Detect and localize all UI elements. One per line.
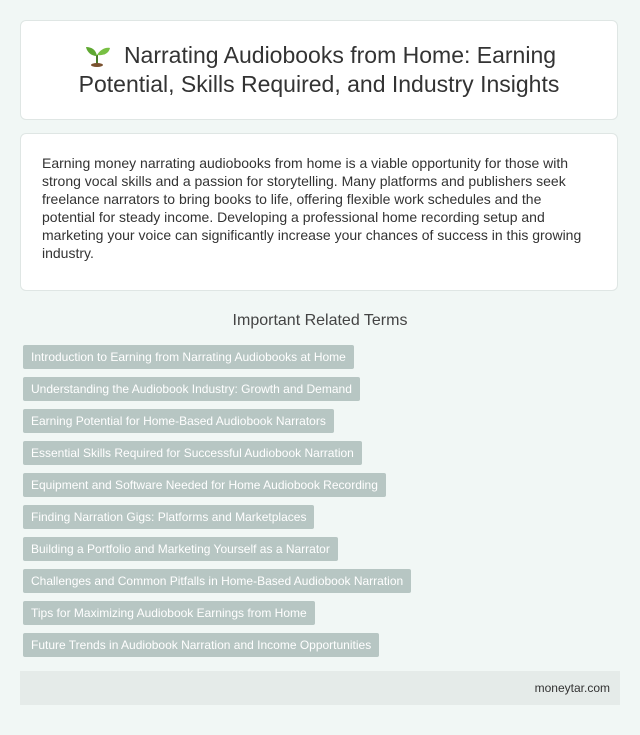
related-term[interactable]: Essential Skills Required for Successful Audiobook Narration <box>23 441 362 465</box>
related-term[interactable]: Earning Potential for Home-Based Audiobook Narrators <box>23 409 334 433</box>
footer <box>20 671 620 705</box>
footer-site[interactable]: moneytar.com <box>534 681 610 695</box>
related-term[interactable]: Introduction to Earning from Narrating Audiobooks at Home <box>23 345 354 369</box>
intro-card <box>20 133 618 291</box>
related-terms-list <box>23 345 623 665</box>
page-title-text: Narrating Audiobooks from Home: Earning Potential, Skills Required, and Industry Insights <box>78 42 560 97</box>
title-card <box>20 20 618 120</box>
related-term[interactable]: Building a Portfolio and Marketing Yourself as a Narrator <box>23 537 338 561</box>
related-term[interactable]: Finding Narration Gigs: Platforms and Marketplaces <box>23 505 314 529</box>
intro-paragraph: Earning money narrating audiobooks from home is a viable opportunity for those with strong vocal skills and a passion for storytelling. Many platforms and publishers seek freelance narrators to bring books to life, offering flexible work schedules and the potential for steady income. Developing a professional home recording setup and marketing your voice can significantly increase your chances of success in this growing industry. <box>42 155 582 261</box>
related-term[interactable]: Equipment and Software Needed for Home Audiobook Recording <box>23 473 386 497</box>
related-term[interactable]: Tips for Maximizing Audiobook Earnings from Home <box>23 601 315 625</box>
related-term[interactable]: Future Trends in Audiobook Narration and Income Opportunities <box>23 633 379 657</box>
related-term[interactable]: Challenges and Common Pitfalls in Home-Based Audiobook Narration <box>23 569 411 593</box>
sprout-icon <box>82 43 112 67</box>
page-title <box>49 41 589 99</box>
related-terms-heading: Important Related Terms <box>232 312 408 329</box>
related-term[interactable]: Understanding the Audiobook Industry: Growth and Demand <box>23 377 360 401</box>
